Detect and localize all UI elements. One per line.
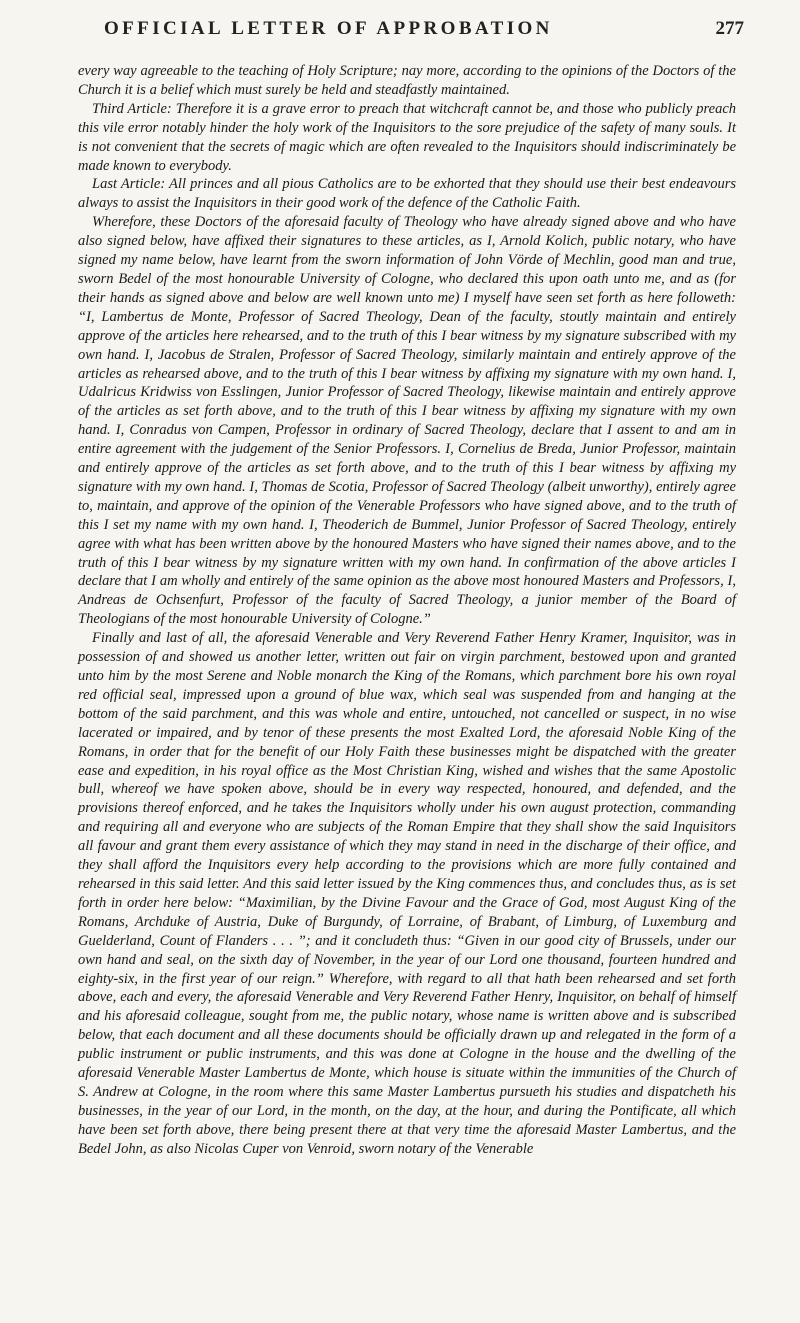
paragraph-signatures: Wherefore, these Doctors of the aforesaid faculty of Theology who have already signed above and who have also signed below, have affixed their signatures to these articles, as I, Arnold Kolich, public notary, who have signed my name below, have learnt from the sworn information of John Vörde of Mechlin, good man and true, sworn Bedel of the most honourable University of Cologne, who declared this upon oath unto me, and as (for their hands as signed above and below are well known unto me) I myself have seen set forth as here followeth: “I, Lambertus de Monte, Professor of Sacred Theology, Dean of the faculty, stoutly maintain and entirely approve of the articles here rehearsed, and to the truth of this I bear witness by my signature subscribed with my own hand. I, Jacobus de Stralen, Professor of Sacred Theology, similarly maintain and entirely approve of the articles as rehearsed above, and to the truth of this I bear witness by affixing my signature with my own hand. I, Udalricus Kridwiss von Esslingen, Junior Professor of Sacred Theology, likewise maintain and entirely approve of the articles as set forth above, and to the truth of this I bear witness by affixing my signature with my own hand. I, Conradus von Campen, Professor in ordinary of Sacred Theology, declare that I assent to and am in entire agreement with the judgement of the Senior Professors. I, Cornelius de Breda, Junior Professor, maintain and entirely approve of the articles as set forth above, and to the truth of this I bear witness by affixing my signature with my own hand. I, Thomas de Scotia, Professor of Sacred Theology (albeit unworthy), entirely agree to, maintain, and approve of the opinion of the Venerable Professors who have signed above, and to the truth of this I set my name with my own hand. I, Theoderich de Bummel, Junior Professor of Sacred Theology, entirely agree with what has been written above by the honoured Masters who have signed their names above, and to the truth of this I bear witness by my signature written with my own hand. In confirmation of the above articles I declare that I am wholly and entirely of the same opinion as the above most honoured Masters and Professors, I, Andreas de Ochsenfurt, Professor of the faculty of Sacred Theology, a junior member of the Board of Theologians of the most honourable University of Cologne.”: [78, 214, 736, 628]
running-title: OFFICIAL LETTER OF APPROBATION: [104, 18, 553, 39]
body-text: [78, 62, 736, 1159]
paragraph-royal-letter: Finally and last of all, the aforesaid Venerable and Very Reverend Father Henry Kramer, Inquisitor, was in possession of and showed us another letter, written out fair on virgin parchment, bestowed upon and granted unto him by the most Serene and Noble monarch the King of the Romans, which parchment bore his own royal red official seal, impressed upon a ground of blue wax, which seal was suspended from and hanging at the bottom of the said parchment, and this was whole and entire, untouched, not cancelled or suspect, in no wise lacerated or impaired, and by tenor of these presents the most Exalted Lord, the aforesaid Noble King of the Romans, in order that for the benefit of our Holy Faith these businesses might be dispatched with the greater ease and expedition, in his royal office as the Most Christian King, wished and wishes that the same Apostolic bull, whereof we have spoken above, should be in every way respected, honoured, and defended, and the provisions thereof enforced, and he takes the Inquisitors wholly under his own august protection, commanding and requiring all and everyone who are subjects of the Roman Empire that they shall show the said Inquisitors all favour and grant them every assistance of which they may stand in need in the discharge of their office, and they shall afford the Inquisitors every help according to the provisions which are more fully contained and rehearsed in this said letter. And this said letter issued by the King commences thus, and concludes thus, as is set forth in order here below: “Maximilian, by the Divine Favour and the Grace of God, most August King of the Romans, Archduke of Austria, Duke of Burgundy, of Lorraine, of Brabant, of Limburg, of Luxemburg and Guelderland, Count of Flanders . . . ”; and it concludeth thus: “Given in our good city of Brussels, under our own hand and seal, on the sixth day of November, in the year of our Lord one thousand, fourteen hundred and eighty-six, in the first year of our reign.” Wherefore, with regard to all that hath been rehearsed and set forth above, each and every, the aforesaid Venerable and Very Reverend Father Henry, Inquisitor, on behalf of himself and his aforesaid colleague, sought from me, the public notary, whose name is written above and is subscribed below, that each document and all these documents should be officially drawn up and relegated in the form of a public instrument or public instruments, and this was done at Cologne in the house and the dwelling of the aforesaid Venerable Master Lambertus de Monte, which house is situate within the immunities of the Church of S. Andrew at Cologne, in the room where this same Master Lambertus pursueth his studies and dispatcheth his businesses, in the year of our Lord, in the month, on the day, at the hour, and during the Pontificate, all which have been set forth above, there being present there at that very time the aforesaid Master Lambertus, and the Bedel John, as also Nicolas Cuper von Venroid, sworn notary of the Venerable: [78, 630, 736, 1157]
running-head: [92, 18, 744, 58]
paragraph-continuation: every way agreeable to the teaching of Holy Scripture; nay more, according to the opinions of the Doctors of the Church it is a belief which must surely be held and steadfastly maintained.: [78, 63, 736, 98]
page-number: 277: [715, 18, 744, 39]
paragraph-last-article: Last Article: All princes and all pious Catholics are to be exhorted that they should use their best endeavours always to assist the Inquisitors in their good work of the defence of the Catholic Faith.: [78, 176, 736, 212]
paragraph-third-article: Third Article: Therefore it is a grave error to preach that witchcraft cannot be, and those who publicly preach this vile error notably hinder the holy work of the Inquisitors to the sore prejudice of the safety of many souls. It is not convenient that the secrets of magic which are often revealed to the Inquisitors should indiscriminately be made known to everybody.: [78, 100, 736, 174]
